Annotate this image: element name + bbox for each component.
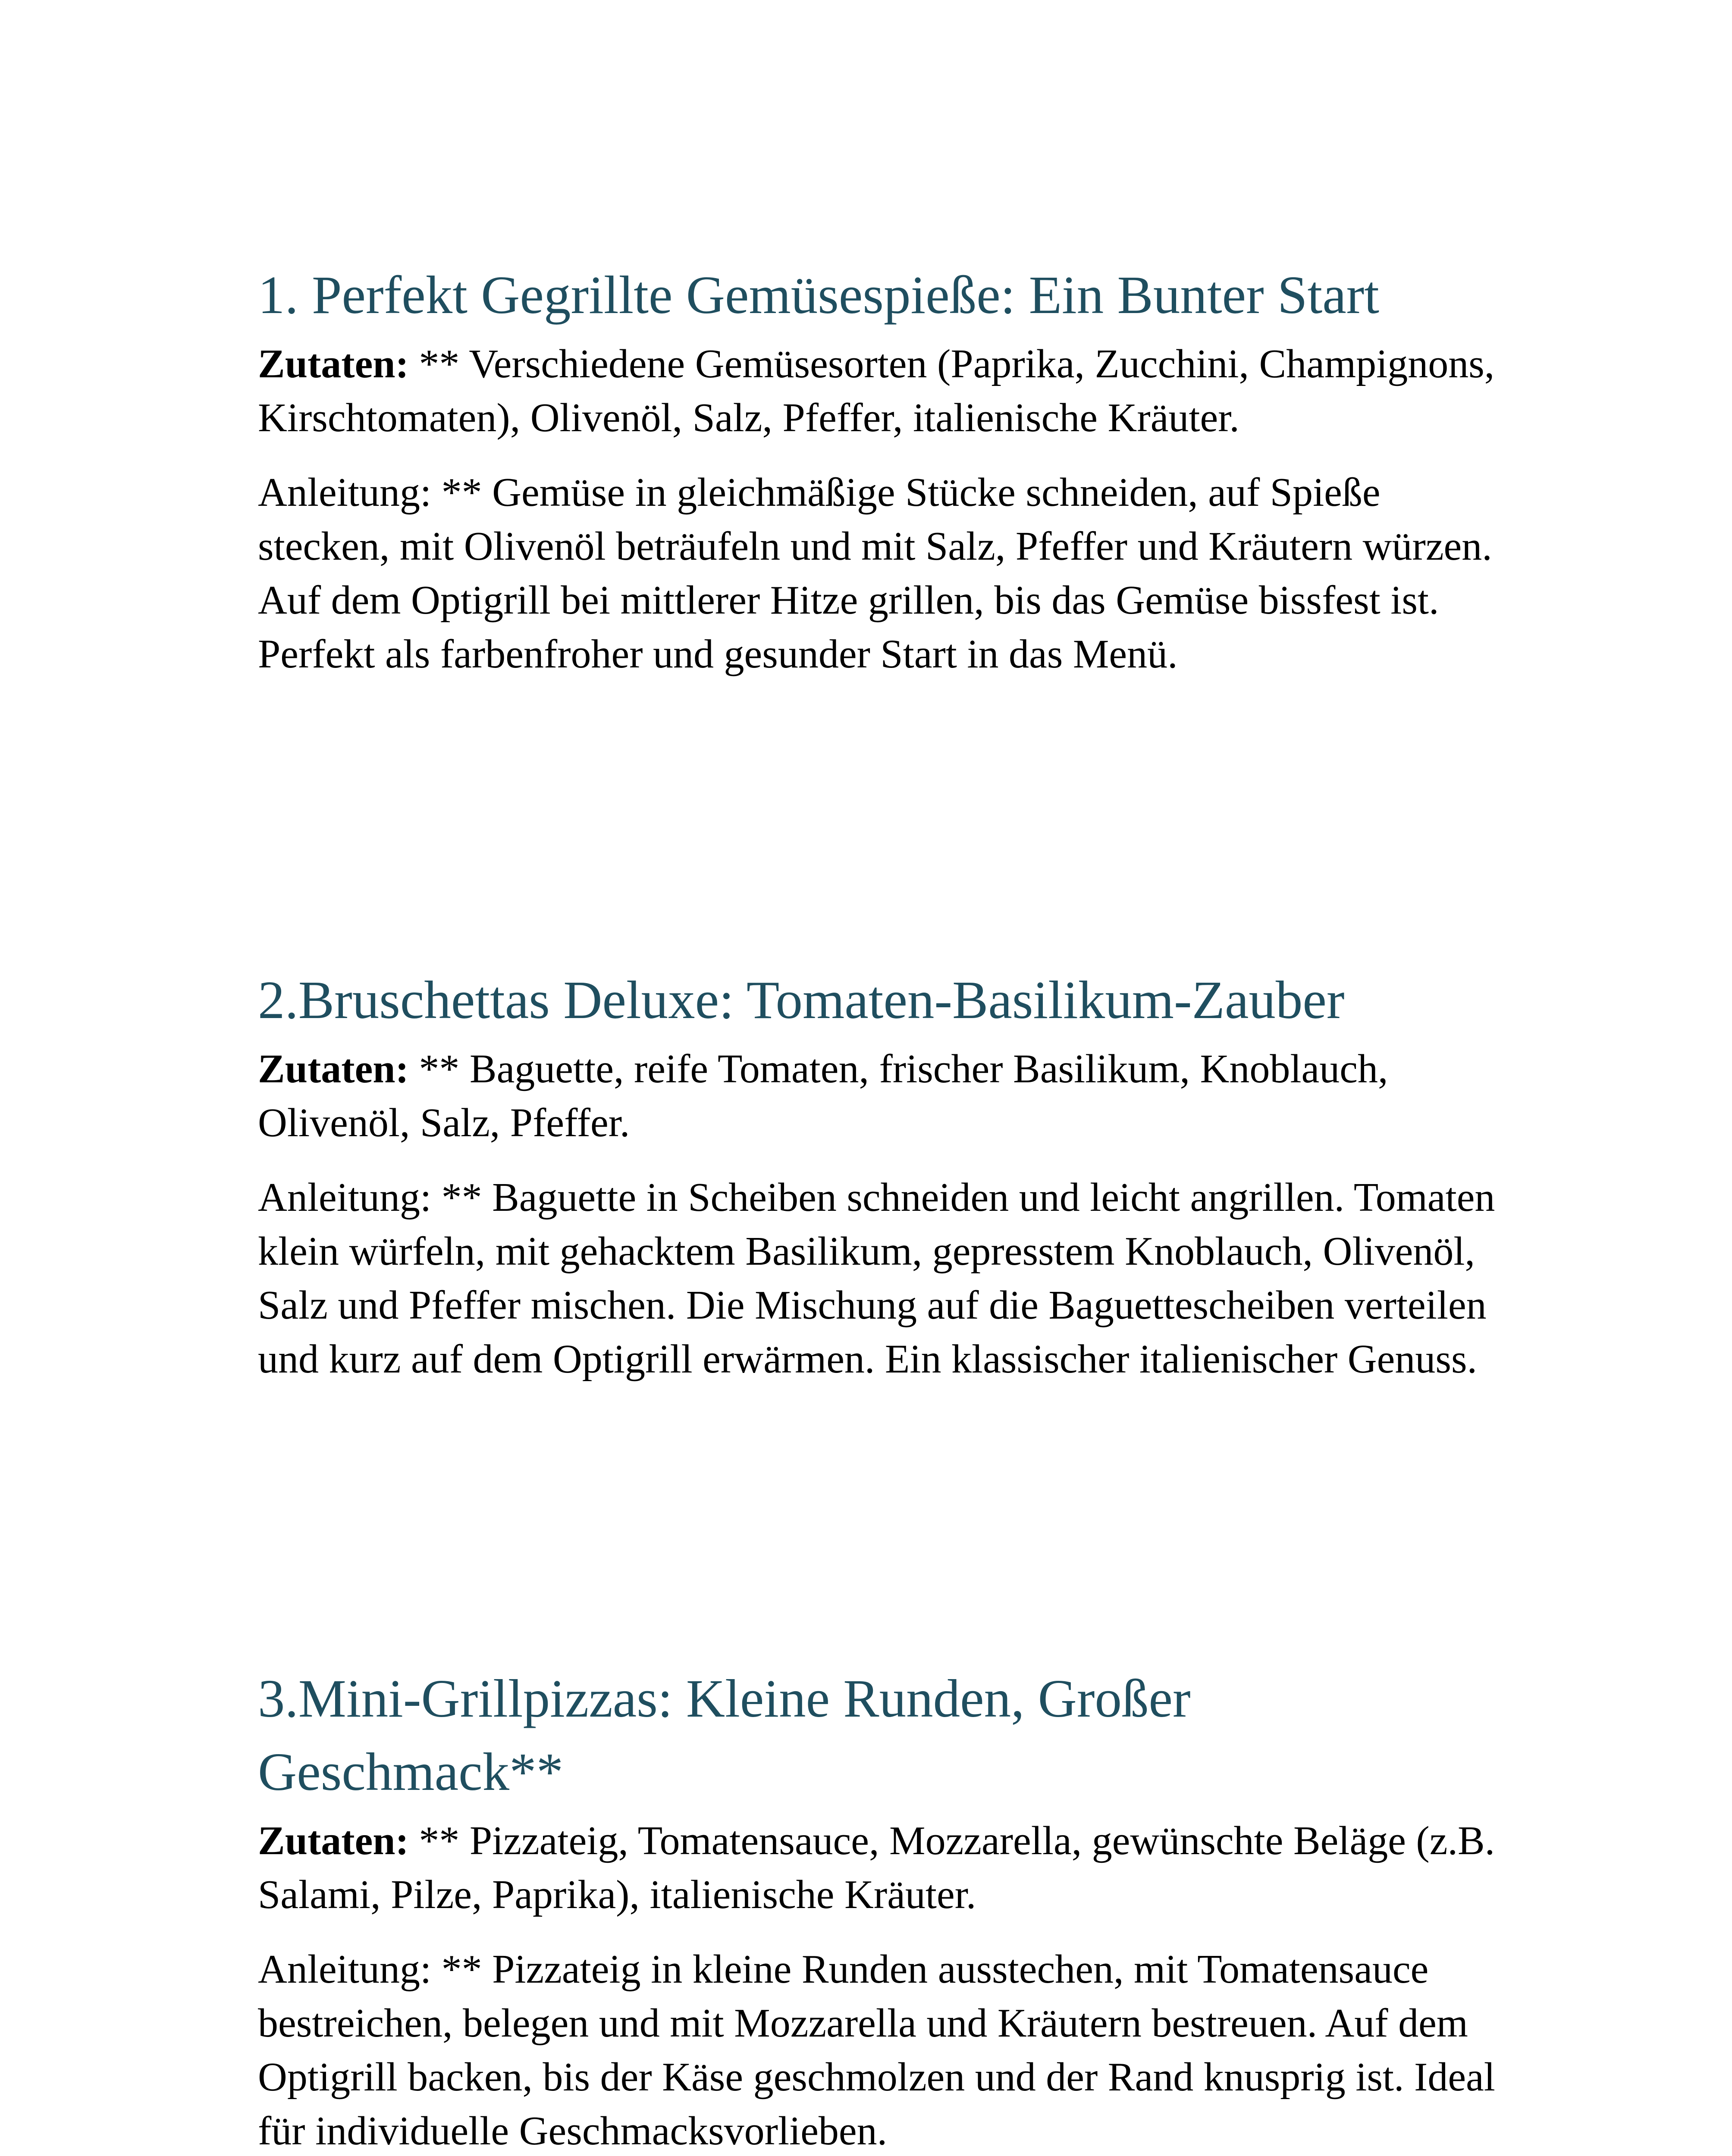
- ingredients-label: Zutaten:: [258, 1818, 409, 1863]
- recipe-ingredients: [258, 1042, 1509, 1150]
- ingredients-text: ** Baguette, reife Tomaten, frischer Basilikum, Knoblauch, Olivenöl, Salz, Pfeffer.: [258, 1047, 1388, 1145]
- recipe-instructions: Anleitung: ** Gemüse in gleichmäßige Stücke schneiden, auf Spieße stecken, mit Olivenöl beträufeln und mit Salz, Pfeffer und Kräutern würzen. Auf dem Optigrill bei mittlerer Hitze grillen, bis das Gemüse bissfest ist. Perfekt als farbenfroher und gesunder Start in das Menü.: [258, 470, 1492, 677]
- ingredients-label: Zutaten:: [258, 1047, 409, 1091]
- recipe-section-3: [258, 1662, 1509, 2156]
- recipe-title: 3.Mini-Grillpizzas: Kleine Runden, Großer Geschmack**: [258, 1669, 1191, 1802]
- recipe-instructions: Anleitung: ** Baguette in Scheiben schneiden und leicht angrillen. Tomaten klein würfeln, mit gehacktem Basilikum, gepresstem Knoblauch, Olivenöl, Salz und Pfeffer mischen. Die Mischung auf die Baguettescheiben verteilen und kurz auf dem Optigrill erwärmen. Ein klassischer italienischer Genuss.: [258, 1175, 1495, 1382]
- recipe-title: 2.Bruschettas Deluxe: Tomaten-Basilikum-Zauber: [258, 971, 1345, 1030]
- recipe-section-2: [258, 964, 1509, 1386]
- ingredients-text: ** Verschiedene Gemüsesorten (Paprika, Zucchini, Champignons, Kirschtomaten), Olivenöl, Salz, Pfeffer, italienische Kräuter.: [258, 342, 1495, 440]
- ingredients-label: Zutaten:: [258, 342, 409, 386]
- recipe-section-1: [258, 259, 1509, 681]
- recipe-ingredients: [258, 337, 1509, 445]
- recipe-title: 1. Perfekt Gegrillte Gemüsespieße: Ein Bunter Start: [258, 266, 1380, 325]
- recipe-instructions: Anleitung: ** Pizzateig in kleine Runden ausstechen, mit Tomatensauce bestreichen, belegen und mit Mozzarella und Kräutern bestreuen. Auf dem Optigrill backen, bis der Käse geschmolzen und der Rand knusprig ist. Ideal für individuelle Geschmacksvorlieben.: [258, 1947, 1495, 2153]
- ingredients-text: ** Pizzateig, Tomatensauce, Mozzarella, gewünschte Beläge (z.B. Salami, Pilze, Paprika), italienische Kräuter.: [258, 1818, 1495, 1917]
- recipe-ingredients: [258, 1814, 1509, 1922]
